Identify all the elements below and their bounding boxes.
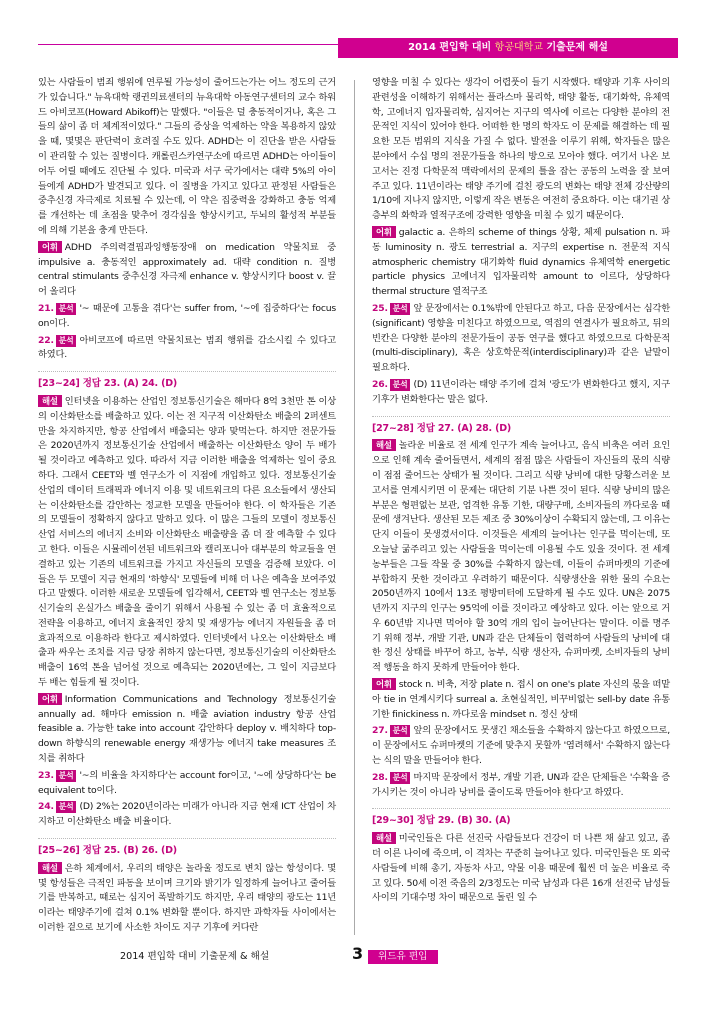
explain-27-28-text: 놀라운 비율로 전 세계 인구가 계속 늘어나고, 음식 비축은 여러 요인으로 인해 계속 줄어들면서, 세계의 점점 많은 사람들이 자신들의 몫의 식량이 점점 줄어드는 상태가 될 것이다. 그리고 식량 낭비에 대한 당황스러운 보고서를 연계시키면 이 문제는 대단히 기분 나쁜 것이 된다. 식량 낭비의 많은 부분은 형편없는 보관, 엄격한 유통 기한, 대량구매, 소비자들의 까다로움 때문에 생겨난다. 생산된 모든 제조 중 30%이상이 수확되지 않는데, 그 이유는 단지 이들이 못생겼서이다. 이것들은 세계의 늘어나는 인구를 먹이는데, 또 오늘날 굶주리고 있는 사람들을 먹이는데 이용될 수도 있을 것이다. 전 세계 농부들은 그들 작물 중 30%를 수확하지 않는데, 이들이 슈퍼마켓의 기준에 부합하지 못한 것이라고 우려하기 때문이다. 식량생산을 위한 물의 수요는 2050년까지 10에서 13조 평방미터에 도달하게 될 수도 있다. UN은 2075년까지 지구의 인구는 95억에 이를 것이라고 예상하고 있다. 이는 앞으로 거우 60년밖 지나면 먹어야 할 30억 개의 입이 늘어난다는 말이다. 이를 명주기 위해 정부, 개발 기관, UN과 같은 단체들이 협력하여 사람들의 낭비에 대한 정신 상태를 바꾸어 하고, 농부, 식량 생산자, 슈퍼마켓, 소비자들의 낭비적 행동을 하지 못하게 만들어야 한다. [372,440,670,674]
section-header-29-30: [29~30] 정답 29. (B) 30. (A) [372,808,670,829]
q24-text: (D) 2%는 2020년이라는 미래가 아니라 지금 현재 ICT 산업이 차지하고 이산화탄소 배출 비율이다. [38,801,336,828]
header-title-banner [338,38,678,58]
footer-brand: 위드유 편입 [378,951,428,962]
header-school: 항공대학교 [494,42,543,53]
q26-text: (D) 11년이라는 태양 주기에 걸쳐 '광도'가 변화한다고 했지, 지구 기후가 변화한다는 말은 없다. [372,378,670,405]
explain-29-30: 해설 미국인들은 다른 선진국 사람들보다 건강이 더 나쁜 채 삶고 있고, 좀 더 이른 나이에 죽으며, 이 격차는 꾸준히 늘어나고 있다. 미국인들은 또 외국 사람들에 비해 총기, 자동차 사고, 약물 이용 때문에 훨씬 더 높은 비율로 죽고 있다. 50세 이전 죽음의 2/3정도는 미국 남성과 다른 16개 선진국 남성들 사이의 기대수명 차이 때문으로 돌린 일 수 [372,833,670,904]
explain-29-30-text: 미국인들은 다른 선진국 사람들보다 건강이 더 나쁜 채 삶고 있고, 좀 더 이른 나이에 죽으며, 이 격차는 꾸준히 늘어나고 있다. 미국인들은 또 외국 사람들에 비해 총기, 자동차 사고, 약물 이용 때문에 훨씬 더 높은 비율로 죽고 있다. 50세 이전 죽음의 2/3정도는 미국 남성과 다른 16개 선진국 남성들 사이의 기대수명 차이 때문으로 돌린 일 수 [372,833,670,904]
column-divider [354,80,355,935]
q27-text: 앞의 문장에서도 못생긴 채소들을 수확하지 않는다고 하였으므로, 이 문장에서도 슈퍼마켓의 기준에 맞추지 못할까 '염려해서' 수확하지 않는다는 식의 말을 만들어야 한다. [372,725,670,767]
explain-27-28: 해설 놀라운 비율로 전 세계 인구가 계속 늘어나고, 음식 비축은 여러 요인으로 인해 계속 줄어들면서, 세계의 점점 많은 사람들이 자신들의 몫의 식량이 점점 줄어드는 상태가 될 것이다. 그리고 식량 낭비에 대한 당황스러운 보고서를 연계시키면 이 문제는 대단히 기분 나쁜 것이 된다. 식량 낭비의 많은 부분은 형편없는 보관, 엄격한 유통 기한, 대량구매, 소비자들의 까다로움 때문에 생겨난다. 생산된 모든 제조 중 30%이상이 수확되지 않는데, 그 이유는 단지 이들이 못생겼서이다. 이것들은 세계의 늘어나는 인구를 먹이는데, 또 오늘날 굶주리고 있는 사람들을 먹이는데 이용될 수도 있을 것이다. 전 세계 농부들은 그들 작물 중 30%를 수확하지 않는데, 이들이 슈퍼마켓의 기준에 부합하지 못한 것이라고 우려하기 때문이다. 식량생산을 위한 물의 수요는 2050년까지 10에서 13조 평방미터에 도달하게 될 수도 있다. UN은 2075년까지 지구의 인구는 95억에 이를 것이라고 예상하고 있다. 이는 앞으로 거우 60년밖 지나면 먹어야 할 30억 개의 입이 늘어난다는 말이다. 이를 명주기 위해 정부, 개발 기관, UN과 같은 단체들이 협력하여 사람들의 낭비에 대한 정신 상태를 바꾸어 하고, 농부, 식량 생산자, 슈퍼마켓, 소비자들의 낭비적 행동을 하지 못하게 만들어야 한다. [372,440,670,674]
left-column [38,76,336,938]
left-intro-paragraph: 있는 사람들이 범죄 행위에 연루될 가능성이 줄어드는가는 어느 정도의 근거가 있습니다." 뉴욕대학 랭귄의료센터의 뉴욕대학 아동연구센터의 교수 하워드 아비코프(Howard Abikoff)는 말했다. "이들은 덜 충동적이거나, 혹은 그들의 삶이 좀 더 체계적이었다." 그들의 증상을 억제하는 약을 복용하지 않았을 때, 몇몇은 판단력이 흐려질 수도 있다. ADHD는 이 진단을 받은 사람들이 관리할 수 있는 질병이다. 캐롤린스카연구소에 따르면 ADHD는 아이들이 어두 어릴 때에도 진단될 수 있다. 미국과 서구 국가에서는 대략 5%의 아이들에게 ADHD가 발견되고 있다. 이 질병을 가지고 있다고 판정된 사람들은 중추신경 자극제로 치료될 수 있는데, 이 약은 집중력을 강화하고 충동 억제를 개선하는 데 초점을 맞추어 경각심을 향상시키고, 두뇌의 활성적 부분들에 의해 기본을 충게 만든다. [38,77,336,236]
header-prefix: 2014 편입학 대비 [408,42,495,53]
q21-text: '~ 때문에 고통을 겪다'는 suffer from, '~에 집중하다'는 focus on이다. [38,302,336,329]
section-header-23-24: [23~24] 정답 23. (A) 24. (D) [38,371,336,392]
left-vocab-2-text: Information Communications and Technology 정보통신기술 annually ad. 해마다 emission n. 배출 aviation industry 항공 산업 feasible a. 가능한 take into account 감안하다 deploy v. 배치하다 top-down 하향식의 renewable energy 재생가능 에너지 take measures 조치를 취하다 [38,693,336,765]
q27-note: 27. 분석 앞의 문장에서도 못생긴 채소들을 수확하지 않는다고 하였으므로, 이 문장에서도 슈퍼마켓의 기준에 맞추지 못할까 '염려해서' 수확하지 않는다는 식의 말을 만들어야 한다. [372,725,670,767]
section-header-27-28: [27~28] 정답 27. (A) 28. (D) [372,416,670,437]
right-vocab-1: 어휘 galactic a. 은하의 scheme of things 상황, 체제 pulsation n. 파동 luminosity n. 광도 terrestrial a. 지구의 expertise n. 전문적 지식 atmospheric chemistry 대기화학 fluid dynamics 유체역학 energetic particle physics 고에너지 입자물리학 amount to 이르다, 상당하다 thermal structure 열적구조 [372,226,670,298]
explain-23-24: 해설 인터넷을 이용하는 산업인 정보통신기술은 해마다 8억 3천만 톤 이상의 이산화탄소를 배출하고 있다. 이는 전 지구적 이산화탄소 배출의 2퍼센트만을 차지하지만, 항공 산업에서 배출되는 양과 맞먹는다. 하지만 전문가들은 2020년까지 정보통신기술 산업에서 배출하는 이산화탄소 양이 두 배가 될 것이라고 예측하고 있다. 따라서 지금 이러한 배출을 억제하는 일이 중요하다. 그래서 CEET와 벨 연구소가 이 지점에 개입하고 있다. 정보통신기술 산업의 데이터 트래픽과 에너지 이용 및 네트워크의 다른 요소들에서 생산되는 이산화탄소를 감안하는 정교한 모델을 만들어야 한다. 이 학자들은 기존의 모델들이 정확하지 않다고 말하고 있다. 이 많은 그들의 모델이 정보통신산업 서비스의 에너지 소비와 이산화탄소 배출량을 좀 더 잘 예측할 수 있다고 한다. 이들은 시뮬레이션된 네트워크와 캘리포니아 대부분의 학교들을 연결하고 있는 기존의 네트워크를 가지고 자신들의 모델을 검증해 보았다. 이들은 두 모델이 지금 현재의 '하향식' 모델들에 비해 더 나은 예측을 보여주었다고 말했다. 이러한 새로운 모델들에 입각해서, CEET와 벨 연구소는 정보통신기술의 온실가스 배출을 줄이기 위해서 사용될 수 있는 좀 더 효율적으로 전략을 이용하고, 에너지 효율적인 장치 및 재생가능 에너지 자원들을 좀 더 효과적으로 이용하라 한다고 제시하였다. 인터넷에서 나오는 이산화탄소 배출과 싸우는 조치를 지금 당장 취하지 않는다면, 정보통신기술의 이산화탄소 배출이 16억 톤을 넘어설 것으로 예측되는 2020년에는, 그 일이 지금보다 두 배는 힘들게 될 것이다. [38,395,336,689]
left-vocab-1 [38,241,336,300]
right-vocab-2-text: stock n. 비축, 저장 plate n. 접시 on one's plate 자신의 몫을 떠맡아 tie in 연계시키다 surreal a. 초현실적인, 비꾸비없는 sell-by date 유통기한 finickiness n. 까다로움 mindset n. 정신 상태 [372,679,670,720]
explain-25-26-text: 은하 체계에서, 우리의 태양은 놀라울 정도로 변치 않는 항성이다. 몇몇 항성들은 극적인 파동을 보이며 크기와 밝기가 일정하게 늘어나고 줄어들기를 반복하고, 때로는 심지어 폭발하기도 하지만, 우리 태양의 광도는 11년이라는 태양주기에 걸쳐 0.1% 변화할 뿐이다. 하지만 과학자들 사이에서는 이러한 겉으로 보기에 사소한 차이도 지구 기후에 커다란 [38,862,336,934]
q23-text: '~의 비율을 차지하다'는 account for이고, '~에 상당하다'는 be equivalent to이다. [38,769,336,796]
page-number: 3 [352,944,364,963]
page-header [38,38,678,64]
q23-note: 23. 분석 '~의 비율을 차지하다'는 account for이고, '~에 상당하다'는 be equivalent to이다. [38,769,336,796]
footer-title: 2014 편입학 대비 기출문제 & 해설 [120,951,270,962]
q22-note: 22. 분석 아비코프에 따르면 약물치료는 범죄 행위를 감소시킬 수 있다고 하였다. [38,334,336,361]
left-vocab-1-text: ADHD 주의력결핍과잉행동장애 on medication 약물치료 중 impulsive a. 충동적인 approximately ad. 대략 condition n. 질병 central stimulants 중추신경 자극제 enhance v. 향상시키다 boost v. 끌어 올리다 [38,241,336,298]
q21-note: 21. 분석 '~ 때문에 고통을 겪다'는 suffer from, '~에 집중하다'는 focus on이다. [38,302,336,329]
right-intro-paragraph: 영향을 미칠 수 있다는 생각이 어렵풋이 들기 시작했다. 태양과 기후 사이의 관련성을 이해하기 위해서는 플라스마 물리학, 태양 활동, 대기화학, 유체역학, 고에너지 입자물리학, 심지어는 지구의 역사에 이르는 다양한 분야의 전문적인 지식이 있어야 한다. 어떠한 한 명의 학자도 이 문제를 해결하는 데 필요한 모든 범위의 지식을 가질 수 없다. 발전을 이루기 위해, 학자들은 많은 분야에서 수십 명의 전문가들을 하나의 방으로 모아야 했다. 여기서 나온 보고서는 진정 다학문적 맥락에서의 문제의 틀을 잡는 공동의 노력을 잘 보여 주고 있다. 11년이라는 태양 주기에 걸친 광도의 변화는 태양 전체 강산량의 1/10에 지나지 않지만, 이렇게 작은 변동은 여전히 중요하다. 이는 대기권 상층부의 화학과 열적구조에 강력한 영향을 미칠 수 있기 때문이다. [372,77,670,222]
q28-note: 28. 분석 마지막 문장에서 정부, 개발 기관, UN과 같은 단체들은 '수확을 증가시키는 것이 아니라 낭비를 줄이도록 만들어야 한다'고 하였다. [372,771,670,798]
q22-text: 아비코프에 따르면 약물치료는 범죄 행위를 감소시킬 수 있다고 하였다. [38,334,336,361]
q24-note: 24. 분석 (D) 2%는 2020년이라는 미래가 아니라 지금 현재 ICT 산업이 차지하고 이산화탄소 배출 비율이다. [38,801,336,828]
page-footer [120,944,620,968]
right-column [372,76,670,908]
right-vocab-1-text: galactic a. 은하의 scheme of things 상황, 체제 pulsation n. 파동 luminosity n. 광도 terrestrial a. 지구의 expertise n. 전문적 지식 atmospheric chemistry 대기화학 fluid dynamics 유체역학 energetic particle physics 고에너지 입자물리학 amount to 이르다, 상당하다 thermal structure 열적구조 [372,226,670,298]
q25-note: 25. 분석 앞 문장에서는 0.1%밖에 안된다고 하고, 다음 문장에서는 심각한(significant) 영향을 미친다고 하였으므로, 역접의 연결사가 필요하고, 뒤의 빈칸은 다양한 분야의 전문가들이 공동 연구를 했다고 하였으므로 다학문적(multi-disciplinary), 혹은 상호학문적(interdisciplinary)과 같은 낱말이 필요하다. [372,302,670,374]
left-vocab-2: 어휘 Information Communications and Technology 정보통신기술 annually ad. 해마다 emission n. 배출 aviation industry 항공 산업 feasible a. 가능한 take into account 감안하다 deploy v. 배치하다 top-down 하향식의 renewable energy 재생가능 에너지 take measures 조치를 취하다 [38,693,336,765]
right-vocab-2: 어휘 stock n. 비축, 저장 plate n. 접시 on one's plate 자신의 몫을 떠맡아 tie in 연계시키다 surreal a. 초현실적인, 비꾸비없는 sell-by date 유통기한 finickiness n. 까다로움 mindset n. 정신 상태 [372,679,670,720]
explain-23-24-text: 인터넷을 이용하는 산업인 정보통신기술은 해마다 8억 3천만 톤 이상의 이산화탄소를 배출하고 있다. 이는 전 지구적 이산화탄소 배출의 2퍼센트만을 차지하지만, 항공 산업에서 배출되는 양과 맞먹는다. 하지만 전문가들은 2020년까지 정보통신기술 산업에서 배출하는 이산화탄소 양이 두 배가 될 것이라고 예측하고 있다. 따라서 지금 이러한 배출을 억제하는 일이 중요하다. 그래서 CEET와 벨 연구소가 이 지점에 개입하고 있다. 정보통신기술 산업의 데이터 트래픽과 에너지 이용 및 네트워크의 다른 요소들에서 생산되는 이산화탄소를 감안하는 정교한 모델을 만들어야 한다. 이 학자들은 기존의 모델들이 정확하지 않다고 말하고 있다. 이 많은 그들의 모델이 정보통신산업 서비스의 에너지 소비와 이산화탄소 배출량을 좀 더 잘 예측할 수 있다고 한다. 이들은 시뮬레이션된 네트워크와 캘리포니아 대부분의 학교들을 연결하고 있는 기존의 네트워크를 가지고 자신들의 모델을 검증해 보았다. 이들은 두 모델이 지금 현재의 '하향식' 모델들에 비해 더 나은 예측을 보여주었다고 말했다. 이러한 새로운 모델들에 입각해서, CEET와 벨 연구소는 정보통신기술의 온실가스 배출을 줄이기 위해서 사용될 수 있는 좀 더 효율적으로 전략을 이용하고, 에너지 효율적인 장치 및 재생가능 에너지 자원들을 좀 더 효과적으로 이용하라 한다고 제시하였다. 인터넷에서 나오는 이산화탄소 배출과 싸우는 조치를 지금 당장 취하지 않는다면, 정보통신기술의 이산화탄소 배출이 16억 톤을 넘어설 것으로 예측되는 2020년에는, 그 일이 지금보다 두 배는 힘들게 될 것이다. [38,395,336,689]
q25-text: 앞 문장에서는 0.1%밖에 안된다고 하고, 다음 문장에서는 심각한(significant) 영향을 미친다고 하였으므로, 역접의 연결사가 필요하고, 뒤의 빈칸은 다양한 분야의 전문가들이 공동 연구를 했다고 하였으므로 다학문적(multi-disciplinary), 혹은 상호학문적(interdisciplinary)과 같은 낱말이 필요하다. [372,302,670,374]
q26-note: 26. 분석 (D) 11년이라는 태양 주기에 걸쳐 '광도'가 변화한다고 했지, 지구 기후가 변화한다는 말은 없다. [372,378,670,405]
q28-text: 마지막 문장에서 정부, 개발 기관, UN과 같은 단체들은 '수확을 증가시키는 것이 아니라 낭비를 줄이도록 만들어야 한다'고 하였다. [372,771,670,798]
vocab-label: 어휘 [38,241,62,253]
explain-25-26: 해설 은하 체계에서, 우리의 태양은 놀라울 정도로 변치 않는 항성이다. 몇몇 항성들은 극적인 파동을 보이며 크기와 밝기가 일정하게 늘어나고 줄어들기를 반복하고, 때로는 심지어 폭발하기도 하지만, 우리 태양의 광도는 11년이라는 태양주기에 걸쳐 0.1% 변화할 뿐이다. 하지만 과학자들 사이에서는 이러한 겉으로 보기에 사소한 차이도 지구 기후에 커다란 [38,862,336,934]
section-header-25-26: [25~26] 정답 25. (B) 26. (D) [38,838,336,859]
header-suffix: 기출문제 해설 [542,42,608,53]
